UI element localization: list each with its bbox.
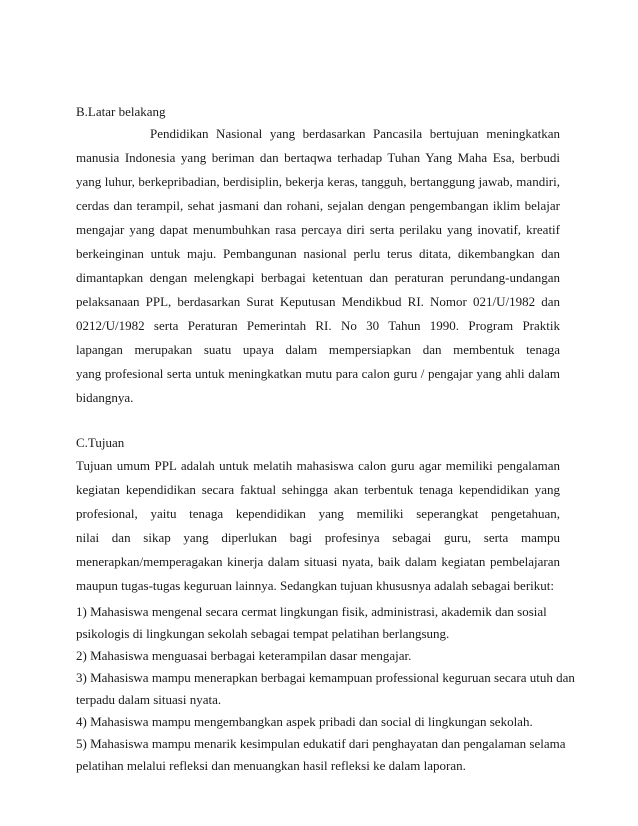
paragraph-line: Tujuan umum PPL adalah untuk melatih mahasiswa calon guru agar memiliki pengalaman bbox=[76, 458, 560, 473]
paragraph-line: bidangnya. bbox=[76, 390, 134, 405]
paragraph-line: dimantapkan dengan melengkapi berbagai ketentuan dan peraturan perundang-undangan bbox=[76, 270, 560, 285]
list-item-line: 4) Mahasiswa mampu mengembangkan aspek pribadi dan social di lingkungan sekolah. bbox=[76, 714, 533, 729]
paragraph-line: yang luhur, berkepribadian, berdisiplin, bekerja keras, tangguh, bertanggung jawab, mandiri, bbox=[76, 174, 560, 189]
paragraph-line: maupun tugas-tugas keguruan lainnya. Sedangkan tujuan khususnya adalah sebagai berikut: bbox=[76, 578, 554, 593]
paragraph-line: cerdas dan terampil, sehat jasmani dan rohani, sejalan dengan pengembangan iklim belajar bbox=[76, 198, 560, 213]
paragraph-line: lapangan merupakan suatu upaya dalam mempersiapkan dan membentuk tenaga bbox=[76, 342, 560, 357]
list-item-line: pelatihan melalui refleksi dan menuangkan hasil refleksi ke dalam laporan. bbox=[76, 758, 466, 773]
section-heading-latar: B.Latar belakang bbox=[76, 104, 166, 119]
paragraph-line: manusia Indonesia yang beriman dan bertaqwa terhadap Tuhan Yang Maha Esa, berbudi bbox=[76, 150, 560, 165]
list-item-line: 2) Mahasiswa menguasai berbagai keterampilan dasar mengajar. bbox=[76, 648, 412, 663]
list-item-line: 3) Mahasiswa mampu menerapkan berbagai kemampuan professional keguruan secara utuh dan bbox=[76, 670, 575, 685]
paragraph-line: kegiatan kependidikan secara faktual sehingga akan terbentuk tenaga kependidikan yang bbox=[76, 482, 560, 497]
paragraph-line: mengajar yang dapat menumbuhkan rasa percaya diri serta perilaku yang inovatif, kreatif bbox=[76, 222, 560, 237]
list-item-line: terpadu dalam situasi nyata. bbox=[76, 692, 222, 707]
paragraph-line: 0212/U/1982 serta Peraturan Pemerintah RI. No 30 Tahun 1990. Program Praktik bbox=[76, 318, 560, 333]
section-heading-tujuan: C.Tujuan bbox=[76, 435, 125, 450]
paragraph-line: profesional, yaitu tenaga kependidikan yang memiliki seperangkat pengetahuan, bbox=[76, 506, 560, 521]
list-item-line: 1) Mahasiswa mengenal secara cermat lingkungan fisik, administrasi, akademik dan sosial bbox=[76, 604, 547, 619]
list-item-line: psikologis di lingkungan sekolah sebagai tempat pelatihan berlangsung. bbox=[76, 626, 450, 641]
paragraph-line: nilai dan sikap yang diperlukan bagi profesinya sebagai guru, serta mampu bbox=[76, 530, 560, 545]
list-item-line: 5) Mahasiswa mampu menarik kesimpulan edukatif dari penghayatan dan pengalaman selama bbox=[76, 736, 566, 751]
paragraph-line: yang profesional serta untuk meningkatkan mutu para calon guru / pengajar yang ahli dalam bbox=[76, 366, 560, 381]
paragraph-line: menerapkan/memperagakan kinerja dalam situasi nyata, baik dalam kegiatan pembelajaran bbox=[76, 554, 560, 569]
paragraph-line: berkeinginan untuk maju. Pembangunan nasional perlu terus ditata, dikembangkan dan bbox=[76, 246, 560, 261]
paragraph-line: Pendidikan Nasional yang berdasarkan Pancasila bertujuan meningkatkan bbox=[150, 126, 560, 141]
paragraph-line: pelaksanaan PPL, berdasarkan Surat Keputusan Mendikbud RI. Nomor 021/U/1982 dan bbox=[76, 294, 560, 309]
